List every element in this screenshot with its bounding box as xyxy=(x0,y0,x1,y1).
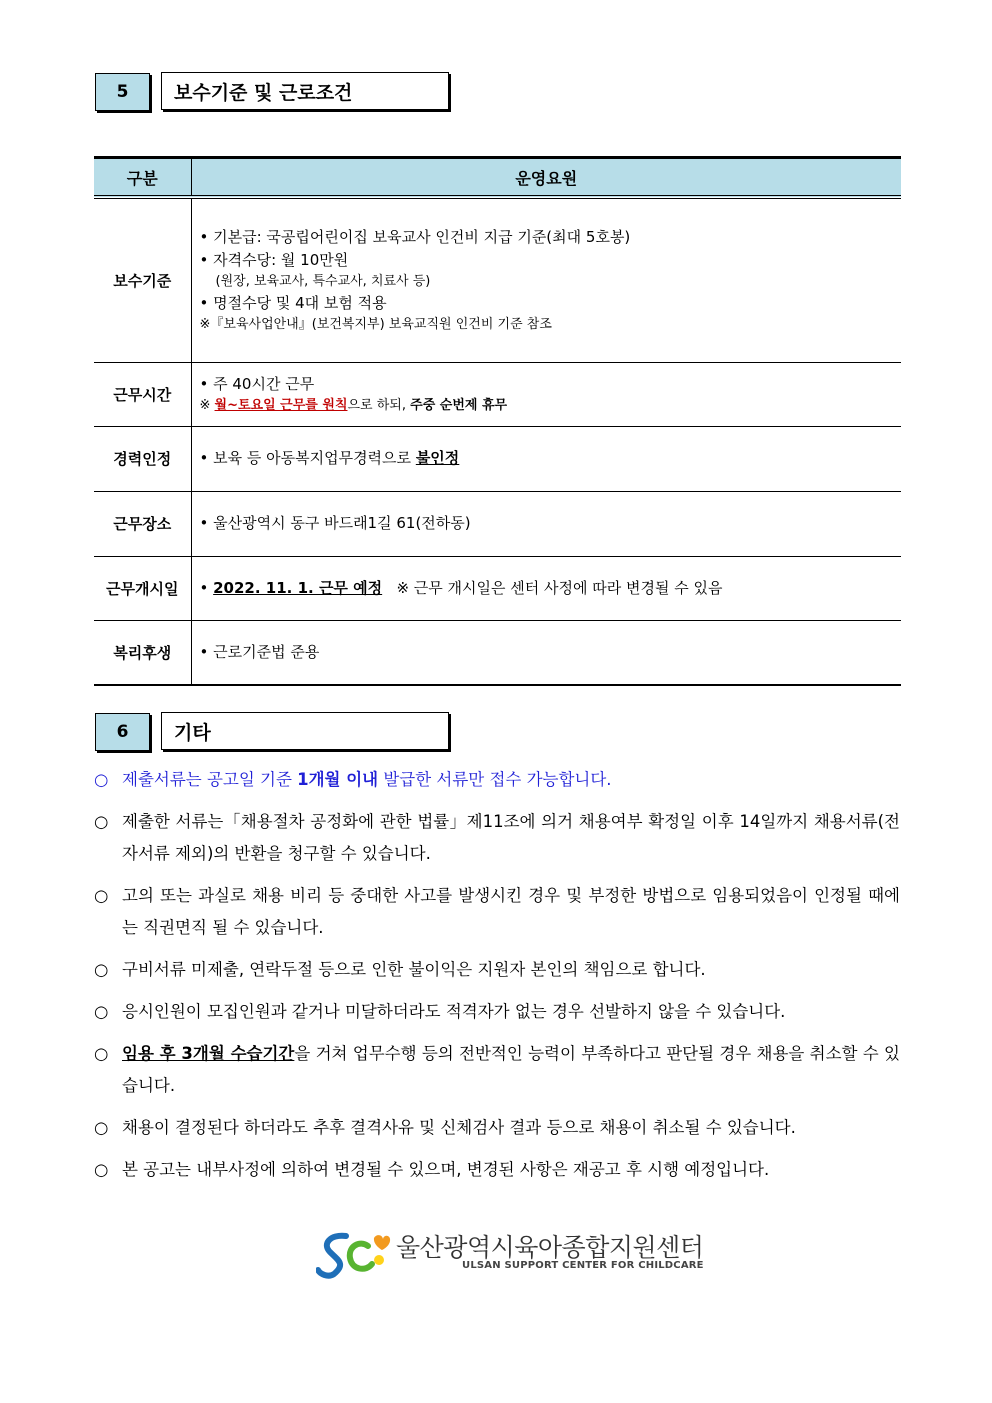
table-header-row xyxy=(94,158,901,198)
probation-highlight: 임용 후 3개월 수습기간 xyxy=(122,1044,295,1063)
row-label-hours: 근무시간 xyxy=(94,362,191,426)
start-date: 2022. 11. 1. 근무 예정 xyxy=(213,578,383,597)
table-row-hours xyxy=(94,362,901,426)
row-content-welfare: • 근로기준법 준용 xyxy=(191,620,901,685)
circle-bullet-icon: ○ xyxy=(94,960,109,979)
center-logo-icon xyxy=(316,1224,392,1279)
list-item: ○ 채용이 결정된다 하더라도 추후 결격사유 및 신체검사 결과 등으로 채용이 취소될 수 있습니다. xyxy=(94,1112,900,1144)
table-row-welfare xyxy=(94,620,901,685)
circle-bullet-icon: ○ xyxy=(94,1044,109,1063)
row-content-pay: • 기본급: 국공립어린이집 보육교사 인건비 지급 기준(최대 5호봉) • 자격수당: 월 10만원 (원장, 보육교사, 특수교사, 치료사 등) • 명절수당 및 4대 보험 적용 ※『보육사업안내』(보건복지부) 보육교직원 인건비 기준 참조 xyxy=(191,197,901,362)
list-item: ○ 응시인원이 모집인원과 같거나 미달하더라도 적격자가 없는 경우 선발하지 않을 수 있습니다. xyxy=(94,996,900,1028)
list-item: ○ 제출한 서류는「채용절차 공정화에 관한 법률」제11조에 의거 채용여부 확정일 이후 14일까지 채용서류(전자서류 제외)의 반환을 청구할 수 있습니다. xyxy=(94,806,900,870)
circle-bullet-icon: ○ xyxy=(94,770,109,789)
section-6-title: 기타 xyxy=(161,712,449,750)
center-logo xyxy=(316,1224,704,1279)
row-content-start: • 2022. 11. 1. 근무 예정 ※ 근무 개시일은 센터 사정에 따라 변경될 수 있음 xyxy=(191,556,901,620)
start-note: ※ 근무 개시일은 센터 사정에 따라 변경될 수 있음 xyxy=(396,578,723,597)
hours-note-red: 월~토요일 근무를 원칙 xyxy=(214,397,348,413)
hours-note-bold: 주중 순번제 휴무 xyxy=(410,397,508,413)
deadline-highlight: 1개월 이내 xyxy=(297,770,379,789)
list-item: ○ 본 공고는 내부사정에 의하여 변경될 수 있으며, 변경된 사항은 재공고 후 시행 예정입니다. xyxy=(94,1154,900,1186)
circle-bullet-icon: ○ xyxy=(94,1160,109,1179)
hours-note: ※ 월~토요일 근무를 원칙으로 하되, 주중 순번제 휴무 xyxy=(199,397,508,413)
circle-bullet-icon: ○ xyxy=(94,812,109,831)
hours-weekly: 주 40시간 근무 xyxy=(213,374,315,393)
row-label-career: 경력인정 xyxy=(94,426,191,491)
section-5-title: 보수기준 및 근로조건 xyxy=(161,72,449,110)
row-content-career: • 보육 등 아동복지업무경력으로 불인정 xyxy=(191,426,901,491)
pay-qualification-detail: (원장, 보육교사, 특수교사, 치료사 등) xyxy=(215,273,431,289)
row-label-start: 근무개시일 xyxy=(94,556,191,620)
section-5-number: 5 xyxy=(95,73,150,111)
table-row-place xyxy=(94,491,901,556)
career-not-recognized: 불인정 xyxy=(415,449,460,467)
list-item: ○ 구비서류 미제출, 연락두절 등으로 인한 불이익은 지원자 본인의 책임으로 합니다. xyxy=(94,954,900,986)
conditions-table xyxy=(94,156,901,686)
pay-qualification: 자격수당: 월 10만원 xyxy=(213,250,349,269)
notes-list xyxy=(94,764,900,1196)
circle-bullet-icon: ○ xyxy=(94,1002,109,1021)
list-item: ○ 고의 또는 과실로 채용 비리 등 중대한 사고를 발생시킨 경우 및 부정한 방법으로 임용되었음이 인정될 때에는 직권면직 될 수 있습니다. xyxy=(94,880,900,944)
logo-name-english: ULSAN SUPPORT CENTER FOR CHILDCARE xyxy=(462,1260,704,1271)
list-item: ○ 제출서류는 공고일 기준 1개월 이내 발급한 서류만 접수 가능합니다. xyxy=(94,764,900,796)
header-category: 구분 xyxy=(94,158,191,198)
row-label-welfare: 복리후생 xyxy=(94,620,191,685)
logo-name-korean: 울산광역시육아종합지원센터 xyxy=(396,1233,704,1262)
row-label-pay: 보수기준 xyxy=(94,197,191,362)
row-label-place: 근무장소 xyxy=(94,491,191,556)
table-row-start xyxy=(94,556,901,620)
circle-bullet-icon: ○ xyxy=(94,886,109,905)
pay-base: 기본급: 국공립어린이집 보육교사 인건비 지급 기준(최대 5호봉) xyxy=(213,227,631,246)
table-row-career xyxy=(94,426,901,491)
row-content-place: • 울산광역시 동구 바드래1길 61(전하동) xyxy=(191,491,901,556)
circle-bullet-icon: ○ xyxy=(94,1118,109,1137)
section-6-number: 6 xyxy=(95,713,150,751)
pay-reference-note: ※『보육사업안내』(보건복지부) 보육교직원 인건비 기준 참조 xyxy=(199,316,552,332)
header-operating-staff: 운영요원 xyxy=(191,158,901,198)
table-row-pay xyxy=(94,197,901,362)
row-content-hours: • 주 40시간 근무 ※ 월~토요일 근무를 원칙으로 하되, 주중 순번제 휴무 xyxy=(191,362,901,426)
pay-holiday-insurance: 명절수당 및 4대 보험 적용 xyxy=(213,293,387,312)
list-item: ○ 임용 후 3개월 수습기간을 거쳐 업무수행 등의 전반적인 능력이 부족하다고 판단될 경우 채용을 취소할 수 있습니다. xyxy=(94,1038,900,1102)
